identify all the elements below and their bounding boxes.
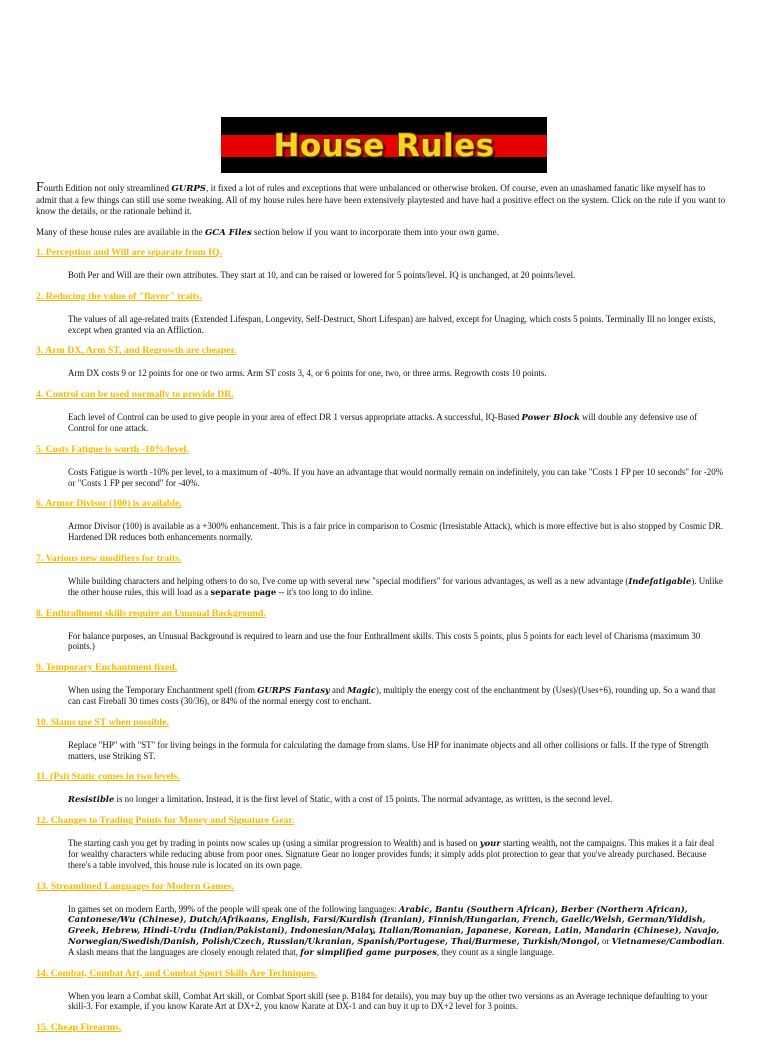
rule-heading-link[interactable]: 13. Streamlined Languages for Modern Games.: [36, 880, 235, 892]
rule-text: Armor Divisor (100) is available as a +300% enhancement. This is a fair price in comparison to Cosmic (Irresistable Attack), which is more effective but is also stopped by Cosmic DR. Hardened DR reduces both enhancements normally.: [68, 521, 724, 543]
banner-title: House Rules: [273, 128, 495, 164]
rule-heading-link[interactable]: 2. Reducing the value of "flavor" traits.: [36, 290, 202, 302]
rule-item: [36, 717, 726, 762]
rule-text: Arm DX costs 9 or 12 points for one or two arms. Arm ST costs 3, 4, or 6 points for one, two, or three arms. Regrowth costs 10 points.: [68, 368, 547, 379]
resistible-term: Resistible: [68, 794, 115, 805]
separate-page-link[interactable]: separate page: [210, 586, 277, 597]
rule-item: [36, 662, 726, 707]
rule-text-part: Each level of Control can be used to give people in your area of effect DR 1 versus appropriate attacks. A successful, IQ-Based: [68, 412, 522, 423]
rule-item: [36, 881, 726, 958]
rule-text: Replace "HP" with "ST" for living beings in the formula for calculating the damage from slams. Use HP for inanimate objects and all other collisions or falls. If the type of Strength matters, use Striking ST.: [68, 739, 709, 761]
rule-text-part: starting wealth, not the campaigns. This makes it a fair deal for wealthy characters while reducing abuse from poor ones. Signature Gear no longer provides funds; it simply adds plot protection to gear that you've already purchased. Because there's a table involved, this house rule is located on its own page.: [68, 838, 715, 870]
rule-heading-link[interactable]: 12. Changes to Trading Points for Money and Signature Gear.: [36, 815, 295, 827]
simplified-purposes-term: for simplified game purposes: [300, 946, 437, 957]
rule-heading-link[interactable]: 5. Costs Fatigue is worth -10%/level.: [36, 443, 189, 455]
rule-heading-link[interactable]: 7. Various new modifiers for traits.: [36, 552, 182, 564]
rule-heading-link[interactable]: 8. Enthrallment skills require an Unusual Background.: [36, 607, 266, 619]
rule-text: The values of all age-related traits (Extended Lifespan, Longevity, Self-Destruct, Short Lifespan) are halved, except for Unaging, which costs 5 points. Terminally Ill no longer exists, except when granted via an Affliction.: [68, 313, 716, 335]
intro-text-b: , it fixed a lot of rules and exceptions that were unbalanced or otherwise broken. Of course, even an unashamed fanatic like myself has to admit that a few things can still use some tweaking. All of my house rules here have been extensively playtested and have had a positive effect on the system. Click on the rule if you want to know the details, or the rationale behind it.: [36, 183, 726, 216]
rule-heading-link[interactable]: 4. Control can be used normally to provide DR.: [36, 389, 234, 401]
rule-text: For balance purposes, an Unusual Background is required to learn and use the four Enthrallment skills. This costs 5 points, plus 5 points for each level of Charisma (maximum 30 points.): [68, 630, 701, 652]
rule-heading-link[interactable]: 9. Temporary Enchantment fixed.: [36, 662, 178, 674]
rule-item: [36, 968, 726, 1013]
rule-item: [36, 247, 726, 281]
intro-text-a: ourth Edition not only streamlined: [43, 183, 172, 193]
rule-item: [36, 608, 726, 653]
rule-text: Costs Fatigue is worth -10% per level, to a maximum of -40%. If you have an advantage that would normally remain on indefinitely, you can take "Costs 1 FP per 10 seconds" for -20% or "Costs 1 FP per second" for -40%.: [68, 466, 724, 488]
rule-item: [36, 444, 726, 489]
rule-text-part: or: [599, 935, 612, 946]
main-content: [36, 182, 726, 1045]
gurps-term: GURPS: [171, 184, 207, 194]
rule-text: When you learn a Combat skill, Combat Art skill, or Combat Sport skill (see p. B184 for details), you may buy up the other two versions as an Average technique defaulting to your skill-3. For example, if you know Karate Art at DX+2, you know Karate at DX-1 and can buy it up to DX+2 level for 3 points.: [68, 990, 708, 1012]
rule-text-part: When using the Temporary Enchantment spell (from: [68, 685, 258, 696]
rule-text-part: . A slash means that the languages are closely enough related that,: [68, 935, 725, 957]
house-rules-banner: [221, 117, 547, 173]
rule-heading-link[interactable]: 1. Perception and Will are separate from IQ.: [36, 247, 223, 258]
rule-text-part: -- it's too long to do inline.: [276, 586, 373, 597]
rule-item: [36, 771, 726, 805]
rule-text-part: , they count as a single language.: [436, 946, 555, 957]
rule-heading-link[interactable]: 3. Arm DX, Arm ST, and Regrowth are cheaper.: [36, 345, 237, 357]
rule-text: [68, 904, 726, 958]
rule-text: [68, 412, 726, 434]
intro-paragraph: [36, 182, 726, 217]
power-block-term: Power Block: [521, 412, 580, 423]
intro2-text-b: section below if you want to incorporate them into your own game.: [251, 227, 499, 237]
rule-text: Both Per and Will are their own attributes. They start at 10, and can be raised or lowered for 5 points/level. IQ is unchanged, at 20 points/level.: [68, 270, 576, 280]
rule-text: [68, 838, 726, 870]
intro-paragraph-2: [36, 227, 726, 239]
rule-heading-link[interactable]: 15. Cheap Firearms.: [36, 1022, 122, 1034]
intro-dropcap: F: [36, 180, 44, 195]
rule-item: [36, 815, 726, 870]
rule-text-part: While building characters and helping others to do so, I've come up with several new "special modifiers" for various advantages, as well as a new advantage (: [68, 575, 629, 586]
rule-text-part: ), multiply the energy cost of the enchantment by (Uses)/(Uses+6), rounding up. So a wand that can cast Fireball 30 times costs (30/36), or 84% of the normal energy cost to enchant.: [68, 685, 716, 706]
gurps-fantasy-term: GURPS Fantasy: [257, 685, 330, 696]
rule-text-part: will double any defensive use of Control for one attack.: [68, 412, 698, 433]
your-term: your: [479, 838, 501, 849]
rule-text: [68, 685, 726, 707]
rule-item: [36, 553, 726, 598]
rule-heading-link[interactable]: 14. Combat, Combat Art, and Combat Sport Skills Are Techniques.: [36, 967, 317, 979]
rule-item: [36, 345, 726, 379]
gca-files-term: GCA Files: [204, 228, 252, 238]
rule-heading-link[interactable]: 6. Armor Divisor (100) is available.: [36, 498, 182, 510]
rule-item: [36, 291, 726, 336]
rule-heading-link[interactable]: 11. (Psi) Static comes in two levels.: [36, 771, 180, 783]
rule-text-part: is no longer a limitation. Instead, it is the first level of Static, with a cost of 15 points. The normal advantage, as written, is the second level.: [114, 794, 613, 805]
rule-item: [36, 498, 726, 543]
rule-text-part: and: [329, 685, 348, 696]
vietnamese-term: Vietnamese/Cambodian: [611, 935, 723, 946]
rule-text-part: In games set on modern Earth, 99% of the people will speak one of the following languages:: [68, 903, 399, 914]
indefatigable-term: Indefatigable: [628, 575, 692, 586]
rule-text-part: ). Unlike the other house rules, this will load as a: [68, 575, 723, 597]
languages-list: Arabic, Bantu (Southern African), Berber (Northern African), Cantonese/Wu (Chinese), Dutch/Afrikaans, English, Farsi/Kurdish (Iranian), Finnish/Hungarian, French, Gaelic/Welsh, German/Yiddish, Greek, Hebrew, Hindi-Urdu (Indian/Pakistani), Indonesian/Malay, Italian/Romanian, Japanese, Korean, Latin, Mandarin (Chinese), Navajo, Norwegian/Swedish/Danish, Polish/Czech, Russian/Ukranian, Spanish/Portugese, Thai/Burmese, Turkish/Mongol,: [68, 903, 720, 946]
rule-heading-link[interactable]: 10. Slams use ST when possible.: [36, 716, 169, 728]
rule-text: [68, 794, 726, 805]
rule-text-part: The starting cash you get by trading in points now scales up (using a similar progression to Wealth) and is based on: [68, 838, 480, 849]
magic-term: Magic: [347, 685, 376, 696]
rule-item: [36, 389, 726, 434]
rule-text: [68, 576, 726, 598]
intro2-text-a: Many of these house rules are available in the: [36, 227, 205, 237]
